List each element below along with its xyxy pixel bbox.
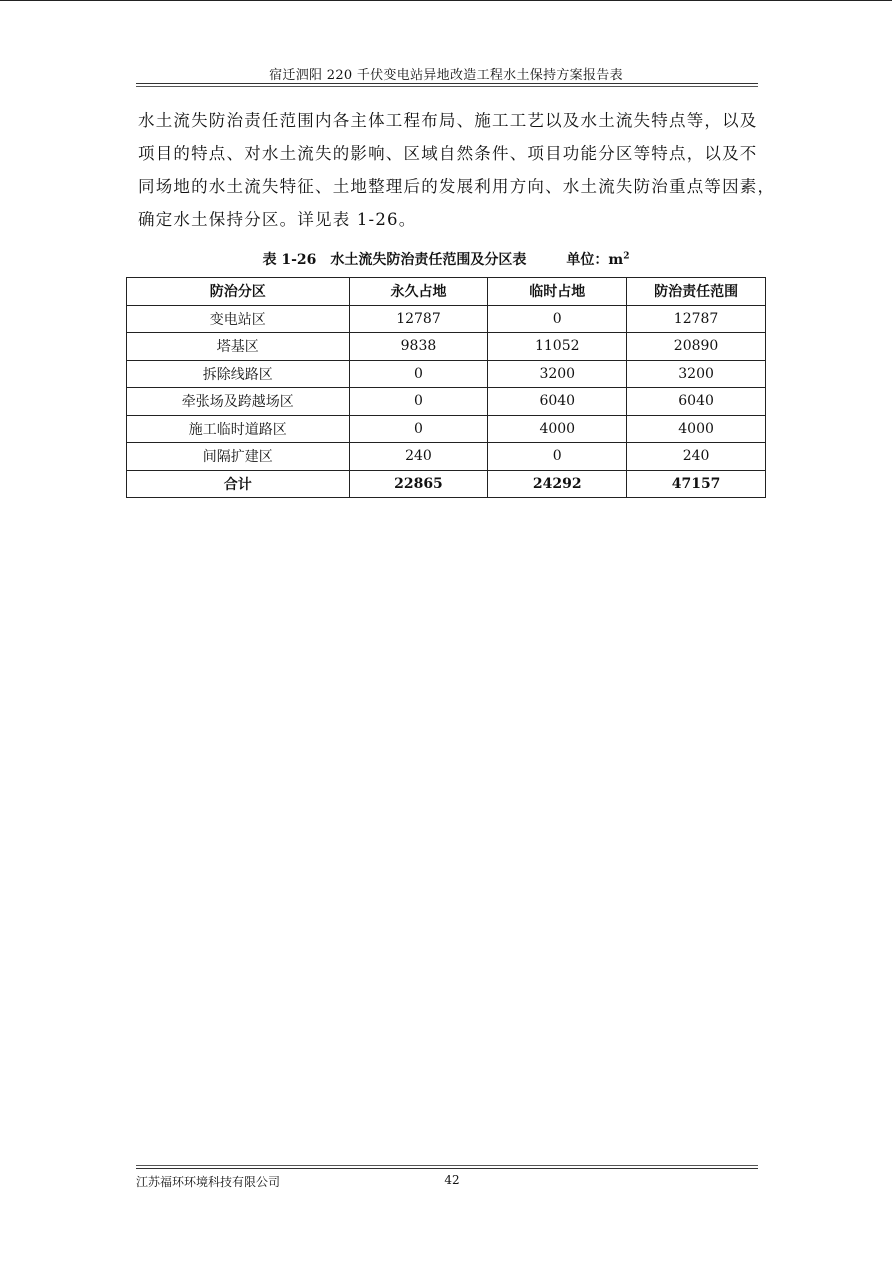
cell-scope: 20890 <box>627 333 766 361</box>
table-header-row <box>127 278 766 306</box>
footer-rule-thin <box>136 1165 758 1166</box>
cell-permanent: 0 <box>349 388 488 416</box>
cell-total-label: 合计 <box>127 470 350 498</box>
body-line: 水土流失防治责任范围内各主体工程布局、施工工艺以及水土流失特点等，以及 <box>138 111 758 130</box>
table-caption-number: 表 1-26 <box>262 252 317 268</box>
cell-permanent: 0 <box>349 360 488 388</box>
cell-temporary: 11052 <box>488 333 627 361</box>
cell-zone: 牵张场及跨越场区 <box>127 388 350 416</box>
table-unit-superscript: 2 <box>623 251 630 262</box>
cell-permanent: 9838 <box>349 333 488 361</box>
table-caption <box>126 249 766 269</box>
cell-zone: 间隔扩建区 <box>127 443 350 471</box>
column-header-scope: 防治责任范围 <box>627 278 766 306</box>
page-number: 42 <box>444 1173 460 1187</box>
cell-zone: 塔基区 <box>127 333 350 361</box>
cell-temporary: 3200 <box>488 360 627 388</box>
table-total-row <box>127 470 766 498</box>
header-rule <box>136 83 758 84</box>
column-header-zone: 防治分区 <box>127 278 350 306</box>
body-paragraph <box>138 104 776 236</box>
header-rule-thin <box>136 86 758 87</box>
page-top-border <box>0 0 892 1</box>
cell-scope: 6040 <box>627 388 766 416</box>
column-header-temporary: 临时占地 <box>488 278 627 306</box>
cell-temporary: 6040 <box>488 388 627 416</box>
table-row <box>127 415 766 443</box>
cell-total-permanent: 22865 <box>349 470 488 498</box>
cell-scope: 240 <box>627 443 766 471</box>
page-header-title: 宿迁泗阳 220 千伏变电站异地改造工程水土保持方案报告表 <box>269 68 623 83</box>
cell-temporary: 4000 <box>488 415 627 443</box>
zoning-table <box>126 277 766 498</box>
footer-company: 江苏福环环境科技有限公司 <box>136 1175 281 1189</box>
cell-scope: 4000 <box>627 415 766 443</box>
cell-permanent: 12787 <box>349 305 488 333</box>
table-row <box>127 333 766 361</box>
table-unit-label: 单位：m <box>566 252 624 268</box>
body-line: 确定水土保持分区。详见表 1-26。 <box>138 210 417 229</box>
table-row <box>127 305 766 333</box>
cell-temporary: 0 <box>488 305 627 333</box>
table-row <box>127 388 766 416</box>
table-row <box>127 443 766 471</box>
cell-temporary: 0 <box>488 443 627 471</box>
cell-total-temporary: 24292 <box>488 470 627 498</box>
cell-scope: 12787 <box>627 305 766 333</box>
cell-zone: 变电站区 <box>127 305 350 333</box>
cell-permanent: 240 <box>349 443 488 471</box>
column-header-permanent: 永久占地 <box>349 278 488 306</box>
table-caption-title: 水土流失防治责任范围及分区表 <box>330 252 527 268</box>
table-row <box>127 360 766 388</box>
footer-rule <box>136 1168 758 1169</box>
cell-permanent: 0 <box>349 415 488 443</box>
cell-total-scope: 47157 <box>627 470 766 498</box>
cell-scope: 3200 <box>627 360 766 388</box>
cell-zone: 施工临时道路区 <box>127 415 350 443</box>
body-line: 项目的特点、对水土流失的影响、区域自然条件、项目功能分区等特点，以及不 <box>138 144 758 163</box>
body-line: 同场地的水土流失特征、土地整理后的发展利用方向、水土流失防治重点等因素， <box>138 177 776 196</box>
cell-zone: 拆除线路区 <box>127 360 350 388</box>
